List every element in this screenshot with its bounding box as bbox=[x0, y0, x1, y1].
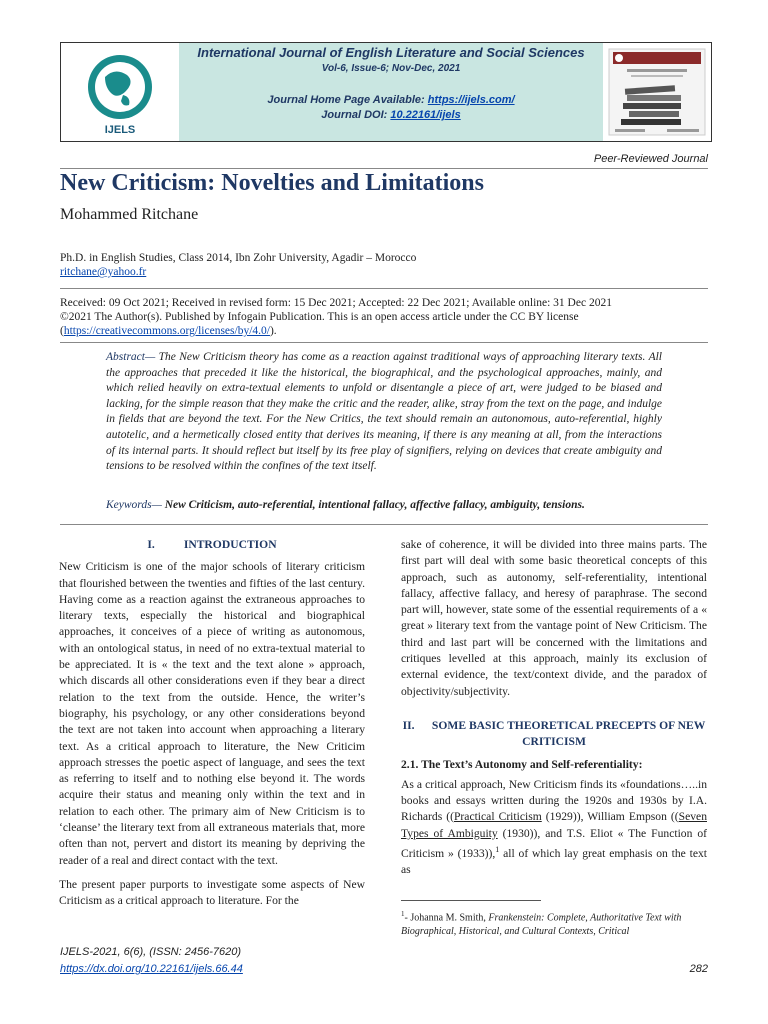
footnote-divider bbox=[401, 900, 541, 901]
footnote bbox=[401, 908, 707, 938]
text-span: all of which lay great emphasis on the text as bbox=[401, 846, 707, 877]
svg-text:IJELS: IJELS bbox=[104, 124, 136, 136]
journal-header bbox=[60, 42, 712, 142]
abstract-text: The New Criticism theory has come as a reaction against traditional ways of approaching literary texts. All the approaches that preceded it like the historical, the biographical, and the psychological approaches, mainly, and which relied heavily on extra-textual elements to unfold or disentangle a piece of art, were judged to be biased and lacking, for the simple reason that they make the critic and the reader, alike, stray from the text on the page, and indulge in fields that are beyond the text. For the New Critics, the text should remain an autonomous, auto-referential, highly autotelic, and a hermetically closed entity that derives its meaning, if there is any meaning at all, from the interactions of its internal parts. It should reflect but itself by its free play of signifiers, relying on devices that create ambiguity and tensions to be resolved within the confines of the text itself. bbox=[106, 351, 662, 473]
license-link[interactable]: https://creativecommons.org/licenses/by/4.0/ bbox=[63, 325, 270, 337]
reference-title: Practical Criticism bbox=[453, 810, 542, 824]
journal-doi-line bbox=[179, 109, 603, 121]
copyright-line: ©2021 The Author(s). Published by Infogain Publication. This is an open access article under the CC BY license bbox=[60, 311, 579, 323]
footer-doi-link[interactable]: https://dx.doi.org/10.22161/ijels.66.44 bbox=[60, 963, 243, 975]
author-email[interactable]: ritchane@yahoo.fr bbox=[60, 266, 147, 278]
paper-title: New Criticism: Novelties and Limitations bbox=[60, 170, 484, 196]
keywords bbox=[106, 499, 662, 511]
license-line bbox=[60, 325, 277, 337]
page-number: 282 bbox=[689, 963, 708, 975]
text-span: (1929)), William Empson (( bbox=[541, 810, 679, 824]
footnote-text: - Johanna M. Smith, bbox=[404, 912, 489, 924]
home-label: Journal Home Page Available: bbox=[267, 94, 428, 106]
divider bbox=[60, 288, 708, 289]
right-column bbox=[401, 537, 707, 887]
body-paragraph: New Criticism is one of the major schools of literary criticism that flourished between the twenties and fifties of the last century. Having come as a reaction against the extraneous approaches to literary texts, especially the historical and biographical approaches, it conceives of a piece of writing as autonomous, with an ontological status, in need of no extra-textual material to be appreciated. It is « the text and the text alone » approach, which discards all other considerations even if they bear a direct relation to the text from the outside. Hence, the writer’s biography, his psychology, or any other considerations beyond the text are not taken into account when approaching a literary text. As a critical approach to literature, the New Criticim approach stresses the poetic aspect of language, and sees the text as referring to itself and to nothing else beyond it. The words acquire their status and meaning only within the text and in relation to each other. The primary aim of New Criticism is to ‘cleanse’ the literary text from all extraneous materials that, more often than not, pervert and distort its meaning by depriving the reader of a real and direct contact with the text. bbox=[59, 560, 365, 867]
license-paren-open: ( bbox=[60, 325, 64, 337]
footnote-italic: Frankenstein: Complete, Authoritative Text with Biographical, Historical, and Cultural Contexts, Critical bbox=[401, 912, 682, 937]
abstract bbox=[106, 350, 662, 475]
body-paragraph: The present paper purports to investigate some aspects of New Criticism as a critical approach to literature. For the bbox=[59, 877, 365, 908]
footnote-marker[interactable]: 1 bbox=[495, 845, 500, 855]
footnote-number: 1 bbox=[401, 910, 405, 918]
author-name: Mohammed Ritchane bbox=[60, 206, 199, 223]
keywords-text: New Criticism, auto-referential, intentional fallacy, affective fallacy, ambiguity, tensions. bbox=[161, 499, 585, 511]
text-span: As a critical approach, New Criticism finds its «foundations…..in books and essays written during the 1920s and 1930s by I.A. Richards (( bbox=[401, 777, 707, 824]
text-span: (1930)), and T.S. Eliot « The Function of Criticism » (1933)), bbox=[401, 826, 707, 860]
section-heading-introduction: I. INTRODUCTION bbox=[147, 538, 277, 551]
body-paragraph bbox=[401, 777, 707, 879]
journal-title: International Journal of English Literature and Social Sciences bbox=[197, 45, 585, 60]
ijels-logo bbox=[65, 47, 175, 137]
section-heading-precepts: II. SOME BASIC THEORETICAL PRECEPTS OF NEW CRITICISM bbox=[402, 718, 709, 749]
footer-citation: IJELS-2021, 6(6), (ISSN: 2456-7620) bbox=[60, 946, 241, 958]
divider bbox=[60, 168, 708, 169]
doi-link[interactable]: 10.22161/ijels bbox=[390, 109, 461, 121]
home-link[interactable]: https://ijels.com/ bbox=[427, 94, 515, 106]
received-dates: Received: 09 Oct 2021; Received in revised form: 15 Dec 2021; Accepted: 22 Dec 2021; Available online: 31 Dec 2021 bbox=[60, 297, 612, 309]
subsection-heading: 2.1. The Text’s Autonomy and Self-referentiality: bbox=[401, 757, 643, 771]
journal-info-band bbox=[179, 43, 603, 141]
journal-home-line bbox=[179, 94, 603, 106]
journal-cover-image bbox=[607, 47, 707, 137]
left-column bbox=[59, 537, 365, 918]
divider bbox=[60, 524, 708, 525]
license-paren-close: ). bbox=[269, 325, 277, 337]
divider bbox=[60, 342, 708, 343]
reference-title: Seven Types of Ambiguity bbox=[401, 810, 707, 840]
keywords-label: Keywords— bbox=[106, 499, 162, 511]
doi-label: Journal DOI: bbox=[321, 109, 391, 121]
abstract-label: Abstract— bbox=[106, 351, 156, 363]
body-paragraph: sake of coherence, it will be divided into three mains parts. The first part will deal with some basic theoretical concepts of this approach, such as autonomy, self-referentiality, intentional fallacy, affective fallacy, and heresy of paraphrase. The second part will, however, state some of the essential requirements of a « great » literary text from the vantage point of New Criticism. The third and last part will be concerned with the limitations and critiques levelled at this approach, mainly its exclusion of external evidence, the text/context divide, and the paradox of objectivity/subjectivity. bbox=[401, 538, 707, 698]
peer-reviewed-label: Peer-Reviewed Journal bbox=[593, 153, 708, 165]
author-affiliation: Ph.D. in English Studies, Class 2014, Ibn Zohr University, Agadir – Morocco bbox=[60, 252, 417, 264]
journal-issue: Vol-6, Issue-6; Nov-Dec, 2021 bbox=[321, 63, 461, 74]
